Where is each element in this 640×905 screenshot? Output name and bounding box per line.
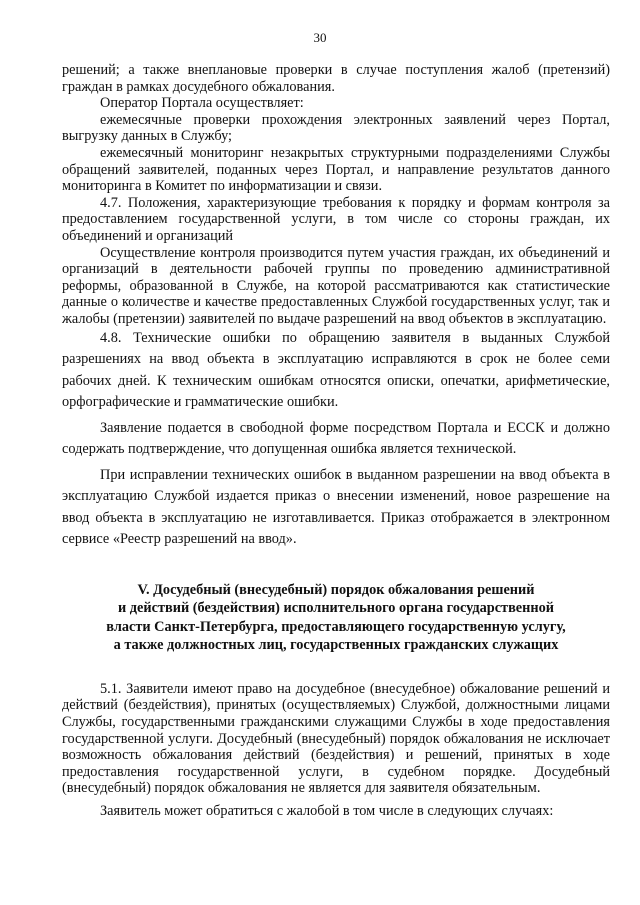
paragraph: Заявитель может обратиться с жалобой в том числе в следующих случаях:	[100, 803, 554, 820]
paragraph: 5.1. Заявители имеют право на досудебное (внесудебное) обжалование решений и действий (бездействия), принятых (осуществляемых) Службой, должностными лицами Службы, государственными гражданскими служащими Службы в ходе предоставления государственной услуги. Досудебный (внесудебный) порядок обжалования не исключает возможность обжалования действий (бездействия) и решений, принятых в ходе предоставления государственной услуги, в судебном порядке. Досудебный (внесудебный) порядок обжалования не является для заявителя обязательным.	[62, 680, 610, 797]
page-number: 30	[313, 30, 327, 45]
paragraph: решений; а также внеплановые проверки в случае поступления жалоб (претензий) граждан в рамках досудебного обжалования.	[62, 62, 610, 95]
section-heading	[62, 581, 610, 655]
paragraph: Осуществление контроля производится путем участия граждан, их объединений и организаций в деятельности рабочей группы по проведению административной реформы, образованной в Службе, на которой рассматриваются как статистические данные о количестве и качестве предоставленных Службой государственных услуг, так и жалобы (претензии) заявителей по выдаче разрешений на ввод объектов в эксплуатацию.	[62, 244, 610, 327]
paragraph: ежемесячный мониторинг незакрытых структурными подразделениями Службы обращений заявителей, поданных через Портал, и направление результатов данного мониторинга в Комитет по информатизации и связи.	[62, 144, 610, 195]
paragraph: 4.8. Технические ошибки по обращению заявителя в выданных Службой разрешениях на ввод объекта в эксплуатацию исправляются в срок не более семи рабочих дней. К техническим ошибкам относятся описки, опечатки, арифметические, орфографические и грамматические ошибки.	[62, 329, 610, 410]
paragraph: ежемесячные проверки прохождения электронных заявлений через Портал, выгрузку данных в Службу;	[62, 111, 610, 145]
paragraph: Оператор Портала осуществляет:	[100, 95, 304, 112]
document-body	[62, 62, 610, 820]
paragraph: При исправлении технических ошибок в выданном разрешении на ввод объекта в эксплуатацию Службой издается приказ о внесении изменений, новое разрешение на ввод объекта в эксплуатацию не изготавливается. Приказ отображается в электронном сервисе «Реестр разрешений на ввод».	[62, 466, 610, 547]
section-heading-line: и действий (бездействия) исполнительного органа государственной	[117, 600, 555, 617]
section-heading-line: V. Досудебный (внесудебный) порядок обжалования решений	[137, 581, 535, 598]
section-heading-line: власти Санкт-Петербурга, предоставляющего государственную услугу,	[106, 618, 566, 635]
paragraph: Заявление подается в свободной форме посредством Портала и ЕССК и должно содержать подтверждение, что допущенная ошибка является технической.	[62, 419, 610, 457]
section-heading-line: а также должностных лиц, государственных гражданских служащих	[113, 637, 559, 654]
paragraph: 4.7. Положения, характеризующие требования к порядку и формам контроля за предоставлением государственной услуги, в том числе со стороны граждан, их объединений и организаций	[62, 194, 610, 244]
